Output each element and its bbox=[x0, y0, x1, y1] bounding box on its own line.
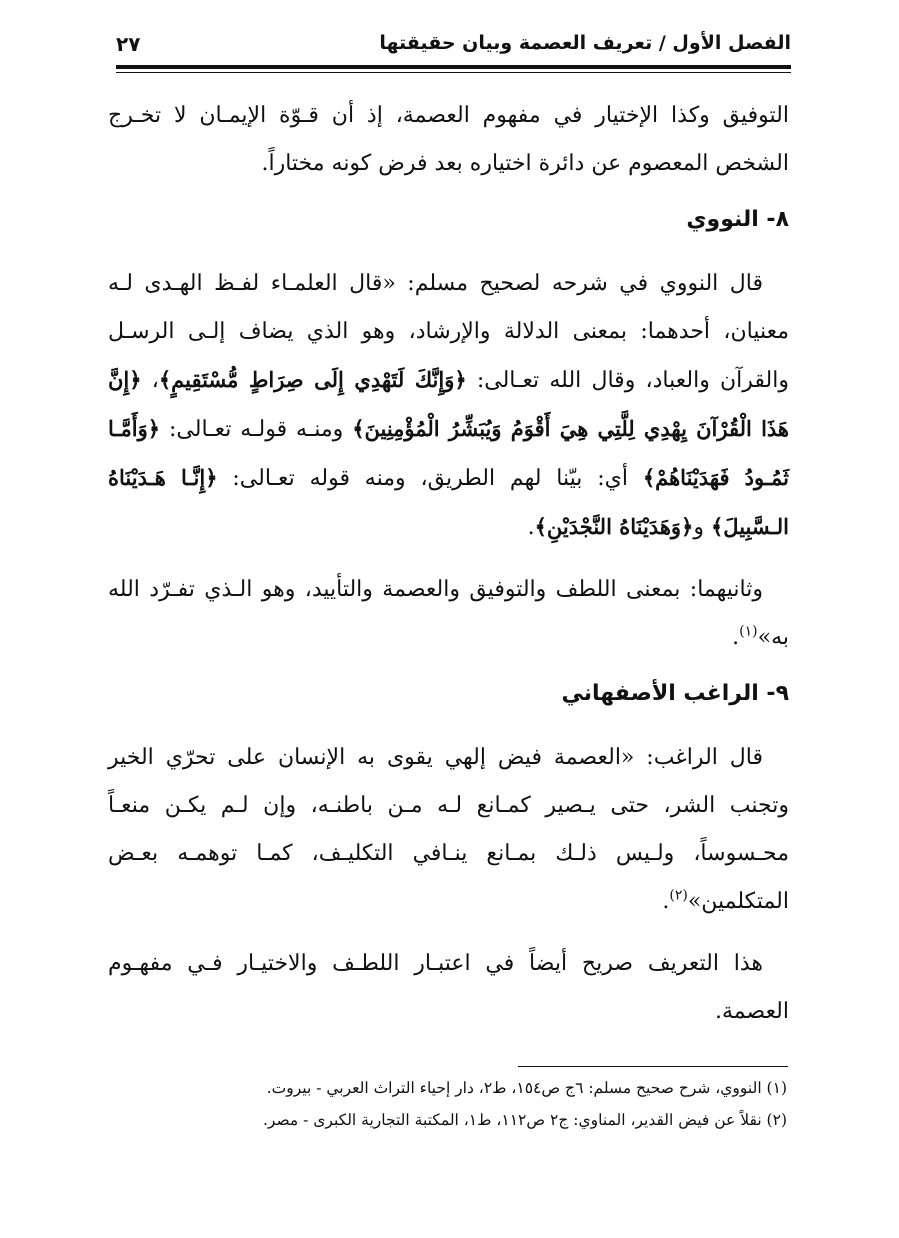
footnote-ref[interactable]: (١) bbox=[739, 623, 758, 640]
running-header bbox=[116, 30, 791, 66]
page-number: ٢٧ bbox=[116, 32, 141, 56]
chapter-title: الفصل الأول / تعريف العصمة وبيان حقيقتها bbox=[379, 32, 791, 54]
paragraph: هذا التعريف صريح أيضاً في اعتبـار اللطـف والاختيـار فـي مفهـوم العصمة. bbox=[108, 951, 789, 1024]
text-run: وثانيهما: بمعنى اللطف والتوفيق والعصمة والتأييد، وهو الـذي تفـرّد الله به» bbox=[108, 577, 789, 650]
header-rule-thick bbox=[116, 65, 791, 69]
text-run: و bbox=[693, 515, 711, 540]
footnote-2: (٢) نقلاً عن فيض القدير، المناوي: ج٢ ص١١٢، ط١، المكتبة التجارية الكبرى - مصر. bbox=[262, 1111, 787, 1129]
section-heading-raghib: ٩- الراغب الأصفهاني bbox=[561, 681, 789, 706]
footnote-separator bbox=[518, 1066, 788, 1067]
section-heading-nawawi: ٨- النووي bbox=[686, 207, 789, 232]
text-run: قال النووي في شرحه لصحيح مسلم: «قال العلمـاء لفـظ الهـدى لـه معنيان، أحدهما: بمعنى الدلالة والإرشاد، وهو الذي يضاف إلـى الرسـل والقرآن والعباد، وقال الله تعـالى: bbox=[108, 271, 789, 393]
quran-verse: ﴿وَهَدَيْنَاهُ النَّجْدَيْنِ﴾ bbox=[534, 514, 694, 539]
quran-verse: ﴿وَأَمَّـا ثَمُـودُ فَهَدَيْنَاهُمْ﴾ bbox=[108, 416, 789, 490]
footnotes bbox=[120, 1072, 787, 1136]
text-run: ومنـه قولـه تعـالى: bbox=[160, 417, 353, 442]
text-run: . bbox=[527, 515, 535, 540]
paragraph: وثانيهما: بمعنى اللطف والتوفيق والعصمة والتأييد، وهو الـذي تفـرّد الله به»$^{(١)}$. bbox=[108, 577, 789, 650]
text-run: أي: بيّنا لهم الطريق، ومنه قوله تعـالى: bbox=[217, 466, 643, 491]
paragraph-raghib-quote: قال الراغب: «العصمة فيض إلهي يقوى به الإنسان على تحرّي الخير وتجنب الشر، حتى يـصير كمـانع لـه مـن باطنـه، وإن لـم يكـن منعـاً محـسوساً، ولـيس ذلـك بمـانع ينـافي التكليـف، كمـا توهمـه بعـض المتكلمين»$^{(٢)}$. bbox=[108, 745, 789, 914]
text-run: ، bbox=[141, 368, 159, 393]
quran-verse: ﴿وَإِنَّكَ لَتَهْدِي إِلَى صِرَاطٍ مُّسْتَقِيمٍ﴾ bbox=[158, 367, 467, 392]
paragraph: التوفيق وكذا الإختيار في مفهوم العصمة، إذ أن قـوّة الإيمـان لا تخـرج الشخص المعصوم عن دائرة اختياره بعد فرض كونه مختاراً. bbox=[108, 103, 789, 176]
quran-verse: ﴿إِنَّـا هَـدَيْنَاهُ الـسَّبِيلَ﴾ bbox=[108, 465, 789, 539]
header-rule-thin bbox=[116, 72, 791, 73]
text-run: قال الراغب: «العصمة فيض إلهي يقوى به الإنسان على تحرّي الخير وتجنب الشر، حتى يـصير كمـانع لـه مـن باطنـه، وإن لـم يكـن منعـاً محـسوساً، ولـيس ذلـك بمـانع ينـافي التكليـف، كمـا توهمـه بعـض المتكلمين» bbox=[108, 745, 789, 914]
paragraph-nawawi-quote bbox=[108, 260, 789, 552]
main-text bbox=[108, 92, 789, 1050]
footnote-1: (١) النووي، شرح صحيح مسلم: ٦ج ص١٥٤، ط٢، دار إحياء التراث العربي - بيروت. bbox=[266, 1079, 787, 1097]
footnote-ref[interactable]: (٢) bbox=[669, 887, 688, 904]
quran-verse: ﴿إِنَّ هَذَا الْقُرْآنَ يِهْدِي لِلَّتِي هِيَ أَقْوَمُ وَيُبَشِّرُ الْمُؤْمِنِينَ﴾ bbox=[108, 367, 789, 441]
